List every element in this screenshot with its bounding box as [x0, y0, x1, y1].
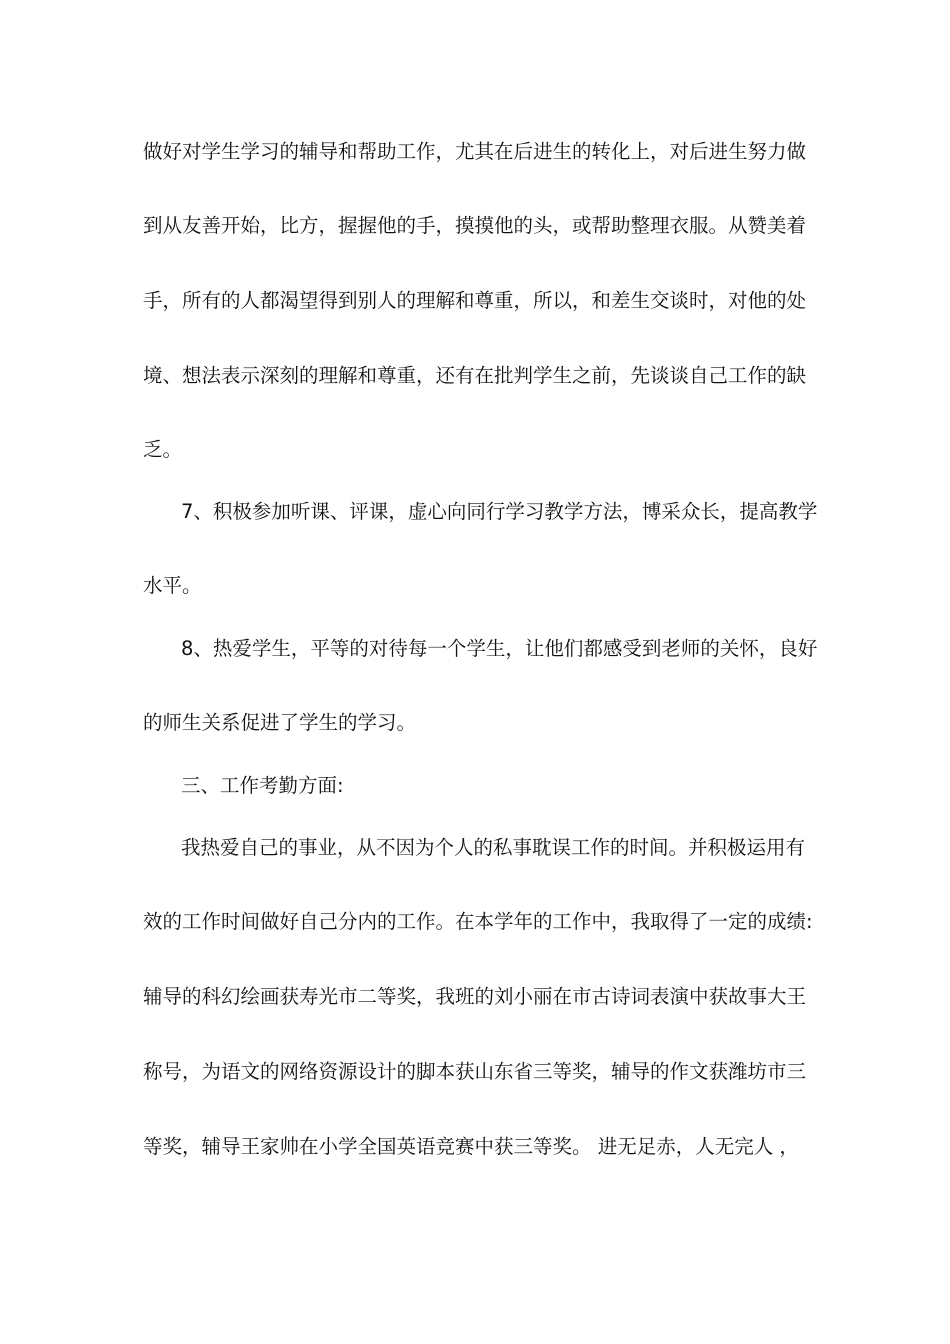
list-item-8: 8、热爱学生，平等的对待每一个学生，让他们都感受到老师的关怀，良好 [181, 637, 818, 660]
text-line: 水平。 [143, 574, 202, 597]
text-line: 效的工作时间做好自己分内的工作。在本学年的工作中，我取得了一定的成绩: [143, 910, 813, 933]
text-line: 等奖，辅导王家帅在小学全国英语竞赛中获三等奖。 进无足赤，人无完人 ， [143, 1135, 799, 1158]
text-line: 做好对学生学习的辅导和帮助工作，尤其在后进生的转化上，对后进生努力做 [143, 140, 807, 163]
text-line: 乏。 [143, 438, 183, 461]
section-heading: 三、工作考勤方面: [181, 774, 344, 797]
text-line: 到从友善开始，比方，握握他的手，摸摸他的头，或帮助整理衣服。从赞美着 [143, 214, 807, 237]
text-line: 的师生关系促进了学生的学习。 [143, 711, 417, 734]
text-line: 手，所有的人都渴望得到别人的理解和尊重，所以，和差生交谈时，对他的处 [143, 289, 807, 312]
text-line: 境、想法表示深刻的理解和尊重，还有在批判学生之前，先谈谈自己工作的缺 [143, 364, 807, 387]
list-item-7: 7、积极参加听课、评课，虚心向同行学习教学方法，博采众长，提高教学 [181, 500, 818, 523]
text-line: 我热爱自己的事业，从不因为个人的私事耽误工作的时间。并积极运用有 [181, 836, 806, 859]
text-line: 辅导的科幻绘画获寿光市二等奖，我班的刘小丽在市古诗词表演中获故事大王 [143, 985, 807, 1008]
text-line: 称号，为语文的网络资源设计的脚本获山东省三等奖，辅导的作文获潍坊市三 [143, 1060, 807, 1083]
